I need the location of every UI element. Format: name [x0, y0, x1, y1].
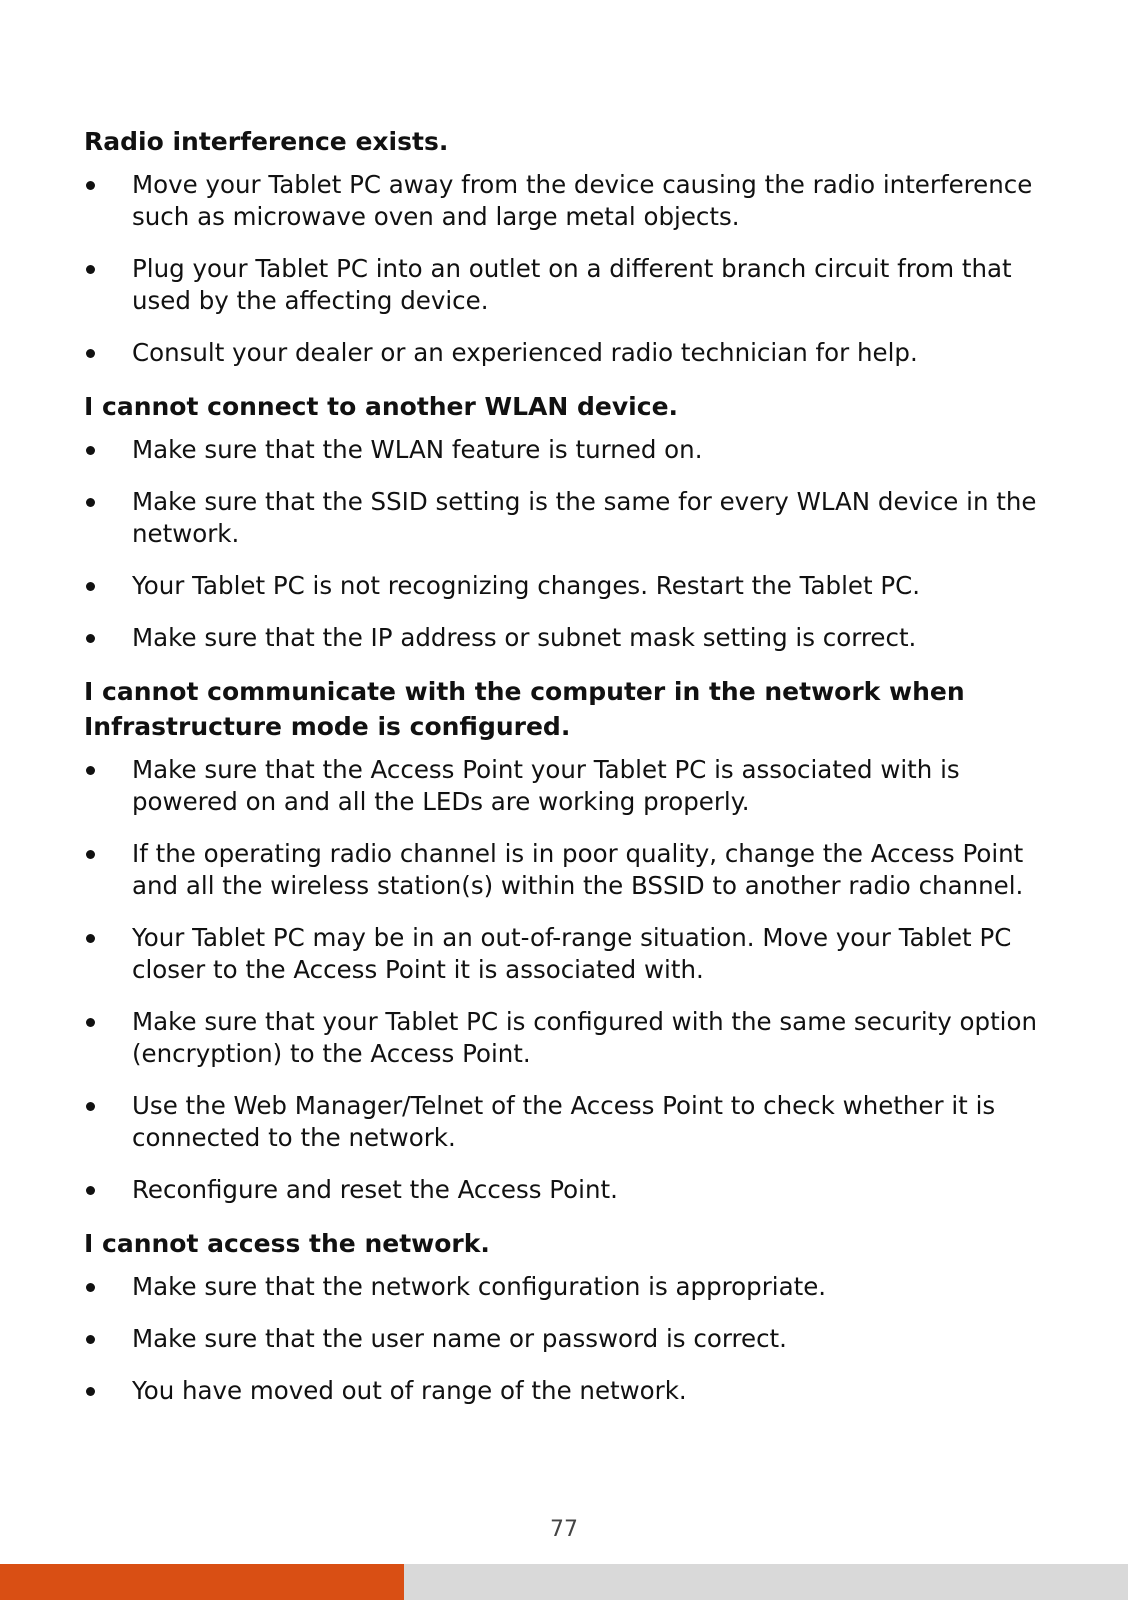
list-item-text: Consult your dealer or an experienced radio technician for help.	[132, 338, 918, 367]
list-item-text: Make sure that the IP address or subnet mask setting is correct.	[132, 623, 917, 652]
list-item-text: Make sure that the SSID setting is the same for every WLAN device in the network.	[132, 487, 1037, 548]
section-heading: Radio interference exists.	[84, 127, 449, 156]
list-item	[84, 570, 1060, 602]
section-heading: I cannot connect to another WLAN device.	[84, 392, 679, 421]
bullet-icon	[86, 1186, 95, 1195]
footer-gray-bar	[404, 1564, 1128, 1600]
section-radio-interference	[84, 124, 1060, 369]
list-item-text: Make sure that your Tablet PC is configured with the same security option (encryption) to the Access Point.	[132, 1007, 1038, 1068]
list-item	[84, 1323, 1060, 1355]
list-item-text: If the operating radio channel is in poor quality, change the Access Point and all the wireless station(s) within the BSSID to another radio channel.	[132, 839, 1024, 900]
bullet-icon	[86, 1283, 95, 1292]
list-item	[84, 922, 1060, 986]
section-heading: I cannot access the network.	[84, 1229, 490, 1258]
bullet-icon	[86, 1335, 95, 1344]
list-item	[84, 622, 1060, 654]
list-item	[84, 838, 1060, 902]
section-infrastructure-mode	[84, 674, 1060, 1206]
section-network-access	[84, 1226, 1060, 1407]
bullet-icon	[86, 850, 95, 859]
bullet-icon	[86, 349, 95, 358]
bullet-icon	[86, 181, 95, 190]
list-item-text: Make sure that the Access Point your Tablet PC is associated with is powered on and all the LEDs are working properly.	[132, 755, 960, 816]
list-item	[84, 1006, 1060, 1070]
bullet-list	[84, 169, 1060, 369]
bullet-icon	[86, 265, 95, 274]
list-item	[84, 434, 1060, 466]
list-item	[84, 1375, 1060, 1407]
page-number: 77	[550, 1517, 578, 1542]
list-item	[84, 1090, 1060, 1154]
page-content	[84, 124, 1060, 1427]
bullet-icon	[86, 582, 95, 591]
list-item	[84, 1174, 1060, 1206]
section-wlan-connect	[84, 389, 1060, 654]
list-item-text: You have moved out of range of the network.	[132, 1376, 687, 1405]
bullet-icon	[86, 498, 95, 507]
bullet-icon	[86, 934, 95, 943]
bullet-icon	[86, 1387, 95, 1396]
bullet-icon	[86, 766, 95, 775]
list-item-text: Your Tablet PC may be in an out-of-range situation. Move your Tablet PC closer to the Access Point it is associated with.	[132, 923, 1012, 984]
list-item-text: Make sure that the WLAN feature is turned on.	[132, 435, 703, 464]
list-item-text: Use the Web Manager/Telnet of the Access Point to check whether it is connected to the network.	[132, 1091, 996, 1152]
list-item-text: Your Tablet PC is not recognizing changes. Restart the Tablet PC.	[132, 571, 921, 600]
list-item-text: Move your Tablet PC away from the device causing the radio interference such as microwave oven and large metal objects.	[132, 170, 1033, 231]
list-item	[84, 253, 1060, 317]
list-item-text: Make sure that the user name or password is correct.	[132, 1324, 787, 1353]
list-item	[84, 169, 1060, 233]
bullet-icon	[86, 1102, 95, 1111]
list-item	[84, 337, 1060, 369]
list-item-text: Plug your Tablet PC into an outlet on a different branch circuit from that used by the affecting device.	[132, 254, 1012, 315]
bullet-list	[84, 754, 1060, 1206]
list-item	[84, 754, 1060, 818]
bullet-icon	[86, 634, 95, 643]
bullet-icon	[86, 446, 95, 455]
footer-accent-bar	[0, 1564, 404, 1600]
list-item-text: Make sure that the network configuration is appropriate.	[132, 1272, 827, 1301]
section-heading: I cannot communicate with the computer in the network when Infrastructure mode is configured.	[84, 677, 965, 741]
bullet-list	[84, 1271, 1060, 1407]
bullet-list	[84, 434, 1060, 654]
footer-bar	[0, 1564, 1128, 1600]
list-item	[84, 1271, 1060, 1303]
list-item	[84, 486, 1060, 550]
bullet-icon	[86, 1018, 95, 1027]
list-item-text: Reconfigure and reset the Access Point.	[132, 1175, 618, 1204]
